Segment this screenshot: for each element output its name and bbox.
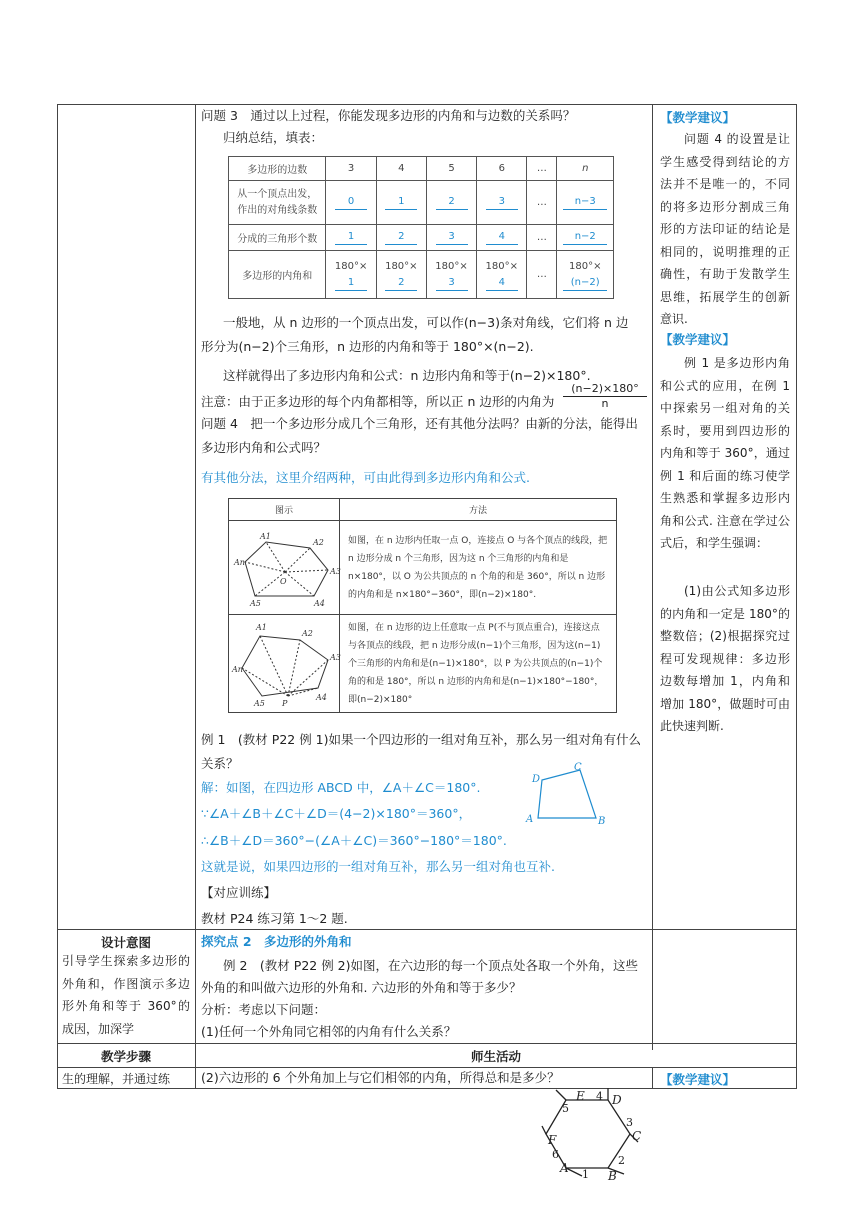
diag-value: 0 — [335, 195, 367, 210]
example-1-line1: 例 1 (教材 P22 例 1)如果一个四边形的一组对角互补，那么另一组对角有什么 — [201, 732, 641, 747]
sum-prefix: 180°× — [569, 260, 602, 272]
label-A: A — [560, 1161, 569, 1175]
method-1-text: 如图，在 n 边形内任取一点 O，连接点 O 与各个顶点的线段，把 n 边形分成 n 个三角形，因为这 n 个三角形的内角和是 n×180°，以 O 为公共顶点的 n 个角的和是 360°，所以 n 边形的内角和是 n×180°−360°，即(n−2)×180°. — [340, 521, 617, 615]
method-figure-2 — [229, 615, 340, 713]
design-intent-continued: 生的理解，并通过练 — [62, 1072, 171, 1086]
design-intent-text: 引导学生探索多边形的外角和，作图演示多边形外角和等于 360°的成因，加深学 — [62, 954, 190, 1036]
fraction-numerator: (n−2)×180° — [563, 382, 647, 397]
question-4-answer: 有其他分法，这里介绍两种，可由此得到多边形内角和公式. — [201, 470, 530, 485]
sum-prefix: 180°× — [385, 260, 418, 272]
diag-value: 1 — [385, 195, 417, 210]
sum-ellipsis: … — [527, 251, 557, 299]
label-B: B — [608, 1169, 617, 1183]
sum-prefix: 180°× — [435, 260, 468, 272]
summary-label: 归纳总结，填表： — [223, 130, 324, 145]
label-A1: A1 — [256, 623, 267, 632]
tri-ellipsis: … — [527, 225, 557, 251]
th-ellipsis: … — [527, 157, 557, 181]
practice-title: 【对应训练】 — [201, 885, 277, 900]
label-A5: A5 — [254, 699, 265, 708]
question-part-1: (1)任何一个外角同它相邻的内角有什么关系？ — [201, 1024, 457, 1039]
polygon-edge-point-figure — [230, 616, 341, 708]
method-header-method: 方法 — [340, 499, 617, 521]
hexagon-figure — [538, 1088, 648, 1183]
tri-value: 3 — [436, 230, 468, 245]
sum-value-n: (n−2) — [563, 276, 607, 291]
label-A2: A2 — [313, 538, 324, 547]
th-4: 4 — [376, 157, 426, 181]
example-2-line1: 例 2 (教材 P22 例 2)如图，在六边形的每一个顶点处各取一个外角，这些 — [223, 958, 638, 973]
para-1-line2: 形分为(n−2)个三角形，n 边形的内角和等于 180°×(n−2). — [201, 339, 534, 354]
diag-value: 2 — [436, 195, 468, 210]
design-intent-title: 设计意图 — [100, 935, 151, 950]
label-A1: A1 — [260, 532, 271, 541]
angle-5: 5 — [562, 1102, 569, 1115]
label-F: F — [548, 1133, 557, 1147]
tri-value: 4 — [486, 230, 518, 245]
sum-prefix: 180°× — [334, 260, 368, 272]
angle-1: 1 — [582, 1168, 589, 1181]
header-activities: 师生活动 — [470, 1049, 521, 1064]
para-2: 这样就得出了多边形内角和公式：n 边形内角和等于(n−2)×180°. — [223, 368, 591, 383]
sum-label: 多边形的内角和 — [229, 251, 326, 299]
label-D: D — [532, 774, 541, 785]
sum-value: 1 — [335, 276, 367, 291]
tri-value: 1 — [335, 230, 367, 245]
teaching-tip-text-3: (1)由公式知多边形的内角和一定是 180°的整数倍；(2)根据探究过程可发现规律：多边形边数每增加 1，内角和增加 180°，做题时可由此快速判断. — [660, 584, 790, 733]
example-2-line2: 外角的和叫做六边形的外角和. 六边形的外角和等于多少？ — [201, 980, 522, 995]
solution-line2: ∵∠A＋∠B＋∠C＋∠D＝(4−2)×180°＝360°， — [201, 806, 472, 821]
quadrilateral-figure — [524, 760, 620, 826]
label-P: P — [282, 699, 288, 708]
teaching-tip-title-3: 【教学建议】 — [660, 1072, 736, 1087]
label-D: D — [612, 1093, 622, 1107]
solution-line1: 解：如图，在四边形 ABCD 中，∠A＋∠C＝180°. — [201, 780, 481, 795]
fraction-denominator: n — [601, 397, 609, 410]
question-3: 问题 3 通过以上过程，你能发现多边形的内角和与边数的关系吗？ — [201, 108, 576, 123]
diag-ellipsis: … — [527, 181, 557, 225]
fill-in-table — [228, 156, 614, 299]
label-An: An — [234, 558, 245, 567]
label-C: C — [574, 762, 582, 773]
solution-line4: 这就是说，如果四边形的一组对角互补，那么另一组对角也互补. — [201, 859, 555, 874]
fraction — [563, 382, 647, 411]
label-A: A — [526, 814, 534, 825]
method-header-figure: 图示 — [229, 499, 340, 521]
question-4-line2: 多边形内角和公式吗？ — [201, 440, 327, 455]
analysis: 分析：考虑以下问题： — [201, 1002, 327, 1017]
label-C: C — [632, 1129, 642, 1143]
para-1-line1: 一般地，从 n 边形的一个顶点出发，可以作(n−3)条对角线，它们将 n 边 — [223, 315, 629, 330]
tri-value: 2 — [385, 230, 417, 245]
label-An: An — [232, 665, 243, 674]
practice-text: 教材 P24 练习第 1～2 题. — [201, 911, 348, 926]
method-2-text: 如图，在 n 边形的边上任意取一点 P(不与顶点重合)，连接这点与各顶点的线段，把 n 边形分成(n−1)个三角形，因为这(n−1)个三角形的内角和是(n−1)×180°，以 P 为公共顶点的(n−1)个角的和是 180°，所以 n 边形的内角和是(n−1)×180°−180°，即(n−2)×180° — [340, 615, 617, 713]
method-figure-1 — [229, 521, 340, 615]
label-O: O — [280, 577, 287, 586]
tri-label: 分成的三角形个数 — [229, 225, 326, 251]
label-A4: A4 — [316, 693, 327, 702]
label-A4: A4 — [314, 599, 325, 608]
angle-2: 2 — [618, 1154, 625, 1167]
teaching-tip-text-2: 例 1 是多边形内角和公式的应用，在例 1 中探索另一组对角的关系时，要用到四边形的内角和等于 360°，通过例 1 和后面的练习使学生熟悉和掌握多边形内角和公式. 注意在学过公式后，和学生强调： — [660, 356, 790, 550]
teaching-tip-title-1: 【教学建议】 — [660, 110, 736, 125]
tri-value-n: n−2 — [563, 230, 607, 245]
diag-label — [229, 181, 326, 225]
th-n: n — [557, 157, 614, 181]
diag-value-n: n−3 — [563, 195, 607, 210]
th-3: 3 — [326, 157, 376, 181]
label-A5: A5 — [250, 599, 261, 608]
th-sides: 多边形的边数 — [229, 157, 326, 181]
angle-6: 6 — [552, 1148, 559, 1161]
question-part-2: (2)六边形的 6 个外角加上与它们相邻的内角，所得总和是多少？ — [201, 1070, 560, 1085]
solution-line3: ∴∠B＋∠D＝360°−(∠A＋∠C)＝360°−180°＝180°. — [201, 833, 507, 848]
sum-prefix: 180°× — [485, 260, 518, 272]
header-teaching-steps: 教学步骤 — [100, 1049, 151, 1064]
label-E: E — [576, 1089, 585, 1103]
method-table — [228, 498, 617, 713]
angle-4: 4 — [596, 1090, 603, 1103]
sum-value: 2 — [385, 276, 417, 291]
angle-3: 3 — [626, 1116, 633, 1129]
teaching-tip-title-2: 【教学建议】 — [660, 332, 736, 347]
th-5: 5 — [426, 157, 476, 181]
th-6: 6 — [477, 157, 527, 181]
label-A2: A2 — [302, 629, 313, 638]
sum-value: 4 — [486, 276, 518, 291]
example-1-line2: 关系？ — [201, 756, 239, 771]
diag-value: 3 — [486, 195, 518, 210]
sum-value: 3 — [436, 276, 468, 291]
question-4-line1: 问题 4 把一个多边形分成几个三角形，还有其他分法吗？由新的分法，能得出 — [201, 416, 638, 431]
label-A3: A3 — [330, 567, 341, 576]
label-A3: A3 — [330, 653, 341, 662]
teaching-tip-text-1: 问题 4 的设置是让学生感受得到结论的方法并不是唯一的，不同的将多边形分割成三角形的方法印证的结论是相同的，说明推理的正确性，有助于发散学生思维，拓展学生的创新意识. — [660, 132, 790, 326]
explore-point-2: 探究点 2 多边形的外角和 — [201, 934, 352, 949]
diag-label-2: 作出的对角线条数 — [237, 204, 318, 216]
note: 注意：由于正多边形的每个内角都相等，所以正 n 边形的内角为 — [201, 394, 555, 409]
label-B: B — [598, 816, 606, 827]
diag-label-1: 从一个顶点出发， — [237, 188, 318, 200]
polygon-center-point-figure — [230, 522, 341, 610]
